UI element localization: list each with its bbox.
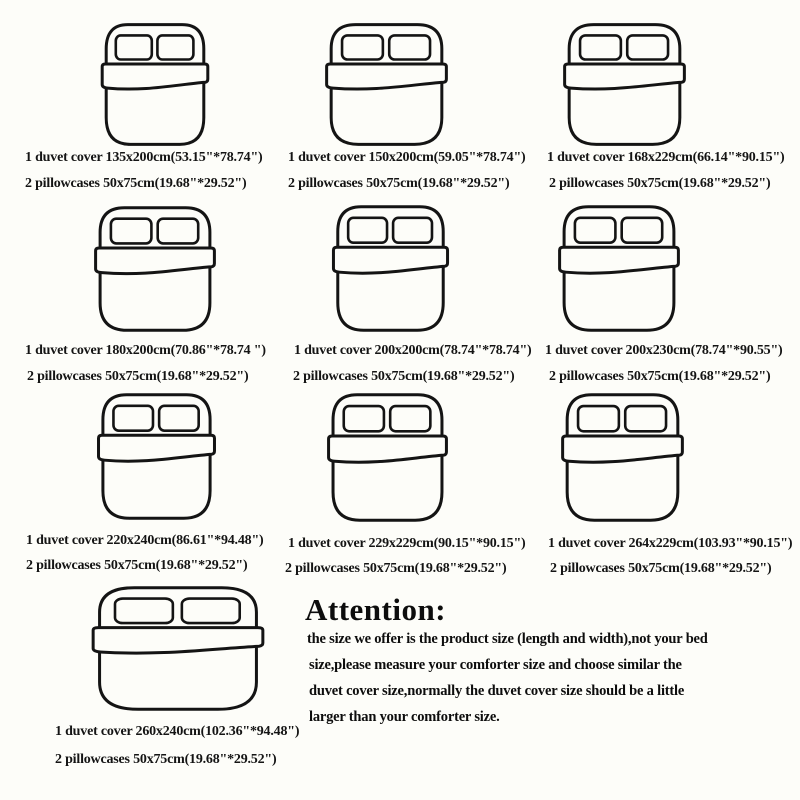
pillow-size-label: 2 pillowcases 50x75cm(19.68"*29.52") [285, 561, 507, 576]
bed-diagram-264x229 [559, 392, 686, 523]
duvet-size-label: 1 duvet cover 180x200cm(70.86"*78.74 ") [25, 343, 266, 358]
bed-diagram-260x240 [88, 585, 268, 712]
attention-text-line: the size we offer is the product size (length and width),not your bed [307, 631, 708, 647]
duvet-size-label: 1 duvet cover 220x240cm(86.61"*94.48") [26, 533, 264, 548]
bed-diagram-229x229 [325, 392, 450, 523]
bed-diagram-168x229 [561, 22, 688, 147]
bed-diagram-200x230 [556, 204, 682, 333]
attention-text-line: larger than your comforter size. [309, 709, 500, 725]
duvet-size-label: 1 duvet cover 135x200cm(53.15"*78.74") [25, 150, 263, 165]
duvet-size-label: 1 duvet cover 229x229cm(90.15"*90.15") [288, 536, 526, 551]
pillow-size-label: 2 pillowcases 50x75cm(19.68"*29.52") [550, 561, 772, 576]
bed-diagram-200x200 [330, 204, 451, 333]
pillow-size-label: 2 pillowcases 50x75cm(19.68"*29.52") [549, 176, 771, 191]
pillow-size-label: 2 pillowcases 50x75cm(19.68"*29.52") [55, 752, 277, 767]
bed-diagram-150x200 [323, 22, 450, 147]
bed-diagram-135x200 [99, 22, 211, 147]
attention-text-line: size,please measure your comforter size and choose similar the [309, 657, 682, 673]
bed-diagram-180x200 [92, 205, 218, 333]
pillow-size-label: 2 pillowcases 50x75cm(19.68"*29.52") [25, 176, 247, 191]
duvet-size-label: 1 duvet cover 200x200cm(78.74"*78.74") [294, 343, 532, 358]
pillow-size-label: 2 pillowcases 50x75cm(19.68"*29.52") [27, 369, 249, 384]
bed-diagram-220x240 [95, 392, 218, 521]
pillow-size-label: 2 pillowcases 50x75cm(19.68"*29.52") [26, 558, 248, 573]
pillow-size-label: 2 pillowcases 50x75cm(19.68"*29.52") [288, 176, 510, 191]
pillow-size-label: 2 pillowcases 50x75cm(19.68"*29.52") [549, 369, 771, 384]
duvet-size-label: 1 duvet cover 150x200cm(59.05"*78.74") [288, 150, 526, 165]
duvet-size-label: 1 duvet cover 200x230cm(78.74"*90.55") [545, 343, 783, 358]
duvet-size-label: 1 duvet cover 168x229cm(66.14"*90.15") [547, 150, 785, 165]
attention-title: Attention: [305, 592, 447, 627]
pillow-size-label: 2 pillowcases 50x75cm(19.68"*29.52") [293, 369, 515, 384]
attention-text-line: duvet cover size,normally the duvet cover size should be a little [309, 683, 685, 699]
duvet-size-label: 1 duvet cover 260x240cm(102.36"*94.48") [55, 724, 300, 739]
duvet-size-label: 1 duvet cover 264x229cm(103.93"*90.15") [548, 536, 793, 551]
